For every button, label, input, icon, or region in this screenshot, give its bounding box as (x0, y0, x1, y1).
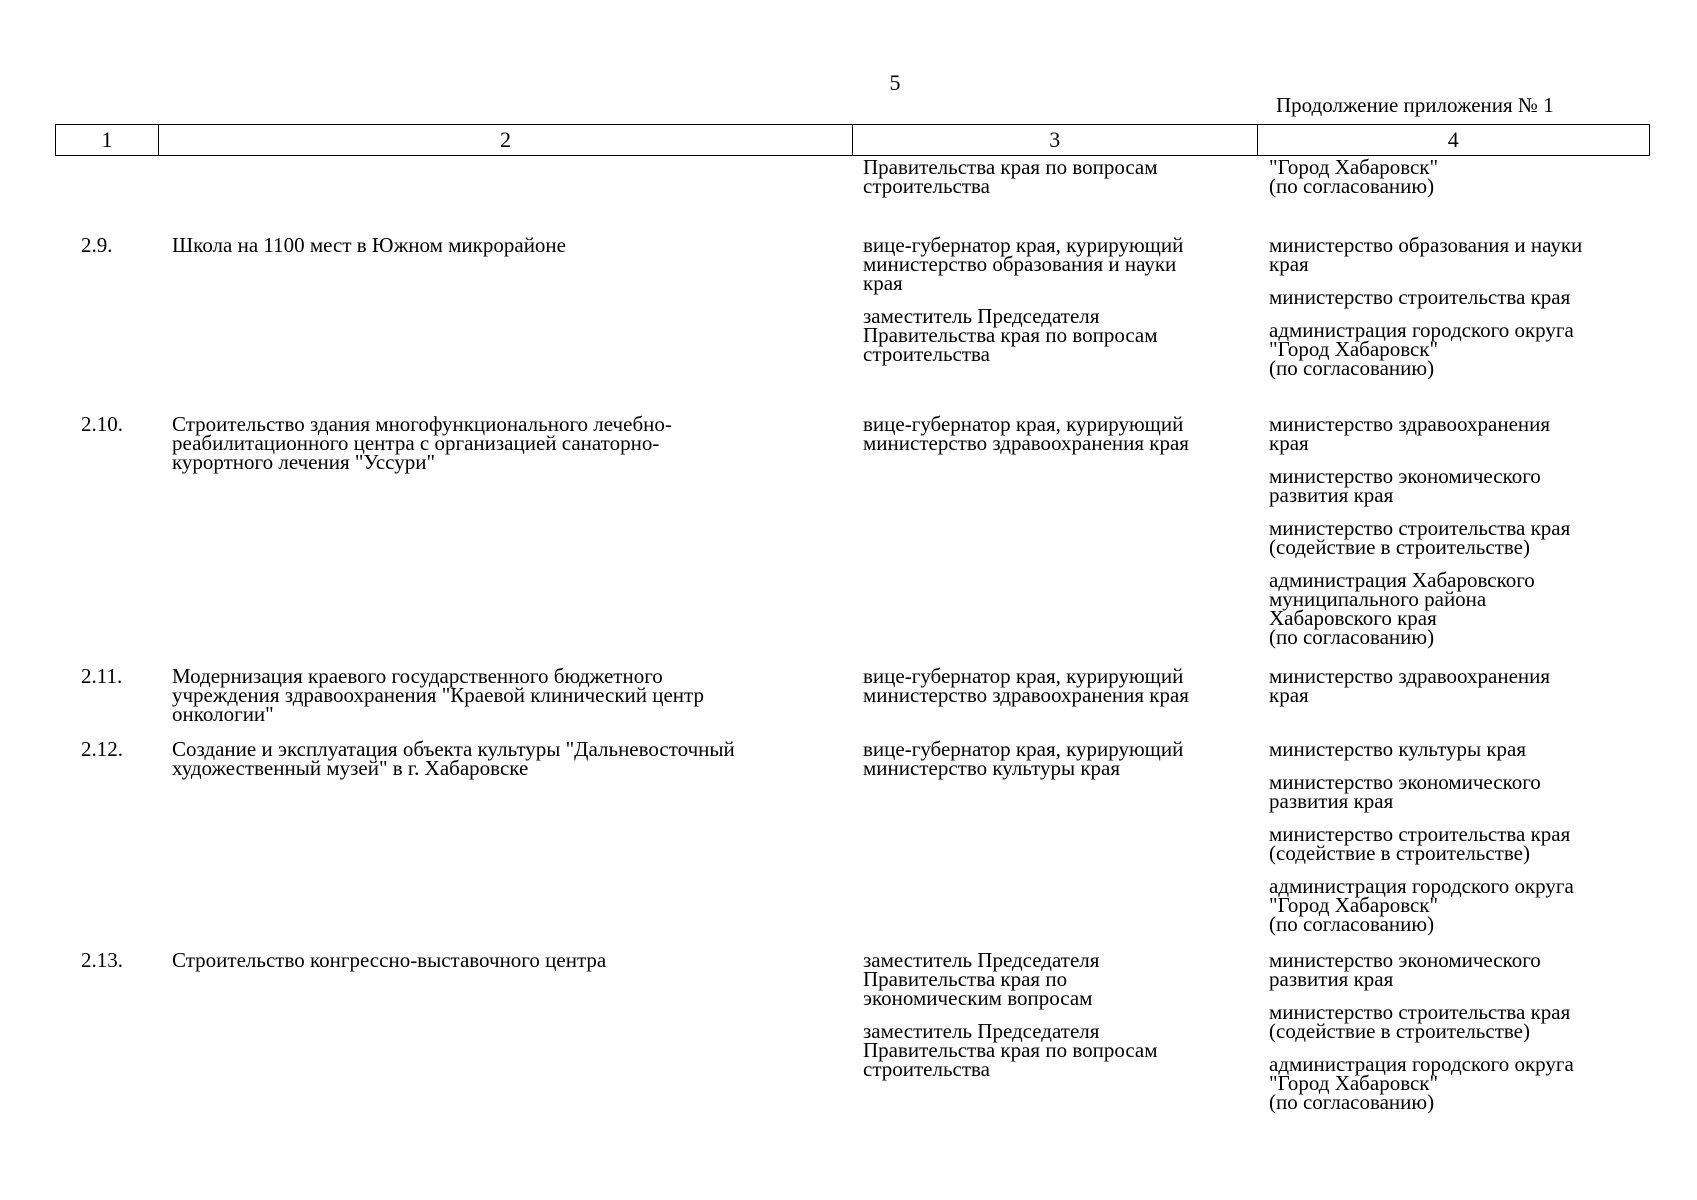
row-executors (1258, 948, 1650, 1131)
executor-entry: министерство экономического развития края (1269, 948, 1541, 991)
row-executors (1258, 664, 1650, 740)
executor-entry: министерство здравоохранения края (1269, 412, 1551, 455)
responsible-entry: вице-губернатор края, курирующий министерство образования и науки края (863, 233, 1184, 295)
executor-entry: министерство строительства края (содействие в строительстве) (1269, 516, 1571, 559)
executor-entry: администрация Хабаровского муниципального района Хабаровского края (по согласованию) (1269, 568, 1535, 649)
column-header-3: 3 (853, 125, 1258, 155)
responsible-entry: вице-губернатор края, курирующий министерство здравоохранения края (863, 664, 1189, 707)
row-number: 2.11. (81, 664, 123, 688)
row-number: 2.12. (81, 737, 123, 761)
executor-entry: администрация городского округа "Город Хабаровск" (по согласованию) (1269, 318, 1574, 380)
executor-entry: администрация городского округа "Город Хабаровск" (по согласованию) (1269, 1052, 1574, 1114)
row-object-name: Модернизация краевого государственного бюджетного учреждения здравоохранения "Краевой клинический центр онкологии" (172, 664, 704, 726)
table-header-row (55, 124, 1650, 156)
row-executors (1258, 412, 1650, 667)
row-object-name: Строительство конгрессно-выставочного центра (172, 948, 607, 972)
row-responsible (853, 948, 1258, 1131)
appendix-continuation-label: Продолжение приложения № 1 (1276, 93, 1554, 117)
responsible-entry: заместитель Председателя Правительства края по вопросам строительства (863, 304, 1158, 366)
executor-entry: министерство строительства края (содействие в строительстве) (1269, 822, 1571, 865)
table-row (55, 664, 1650, 740)
executor-entry: министерство экономического развития края (1269, 770, 1541, 813)
executor-entry: министерство строительства края (содействие в строительстве) (1269, 1000, 1571, 1043)
row-object-name (158, 158, 853, 236)
executor-entry: министерство здравоохранения края (1269, 664, 1551, 707)
row-number: 2.13. (81, 948, 123, 972)
row-responsible (853, 737, 1258, 951)
responsible-entry: заместитель Председателя Правительства края по экономическим вопросам (863, 948, 1100, 1010)
row-number (55, 158, 158, 236)
row-responsible (853, 664, 1258, 740)
table-row (55, 412, 1650, 667)
executor-entry: "Город Хабаровск" (по согласованию) (1269, 155, 1439, 198)
row-executors (1258, 155, 1650, 236)
row-object-name: Строительство здания многофункционального лечебно- реабилитационного центра с организацией санаторно- курортного лечения "Уссури" (172, 412, 672, 474)
responsible-entry: заместитель Председателя Правительства края по вопросам строительства (863, 1019, 1158, 1081)
executor-entry: министерство образования и науки края (1269, 233, 1583, 276)
page-number: 5 (889, 70, 901, 95)
column-header-1: 1 (56, 125, 159, 155)
row-responsible (853, 155, 1258, 236)
row-object-name: Создание и эксплуатация объекта культуры "Дальневосточный художественный музей" в г. Хабаровске (172, 737, 735, 780)
responsible-entry: Правительства края по вопросам строительства (863, 155, 1158, 198)
column-header-2: 2 (159, 125, 853, 155)
responsible-entry: вице-губернатор края, курирующий министерство здравоохранения края (863, 412, 1189, 455)
row-number: 2.9. (81, 233, 113, 257)
executor-entry: министерство экономического развития края (1269, 464, 1541, 507)
column-header-4: 4 (1447, 127, 1459, 152)
row-executors (1258, 233, 1650, 415)
table-row (55, 233, 1650, 415)
executor-entry: администрация городского округа "Город Хабаровск" (по согласованию) (1269, 874, 1574, 936)
row-object-name: Школа на 1100 мест в Южном микрорайоне (172, 233, 566, 257)
executor-entry: министерство культуры края (1269, 737, 1527, 761)
responsible-entry: вице-губернатор края, курирующий министерство культуры края (863, 737, 1184, 780)
table-body (55, 155, 1650, 1131)
table-row (55, 948, 1650, 1131)
executor-entry: министерство строительства края (1269, 285, 1571, 309)
row-executors (1258, 737, 1650, 951)
table-row (55, 737, 1650, 951)
table-row (55, 155, 1650, 236)
row-number: 2.10. (81, 412, 123, 436)
row-responsible (853, 412, 1258, 667)
row-responsible (853, 233, 1258, 415)
